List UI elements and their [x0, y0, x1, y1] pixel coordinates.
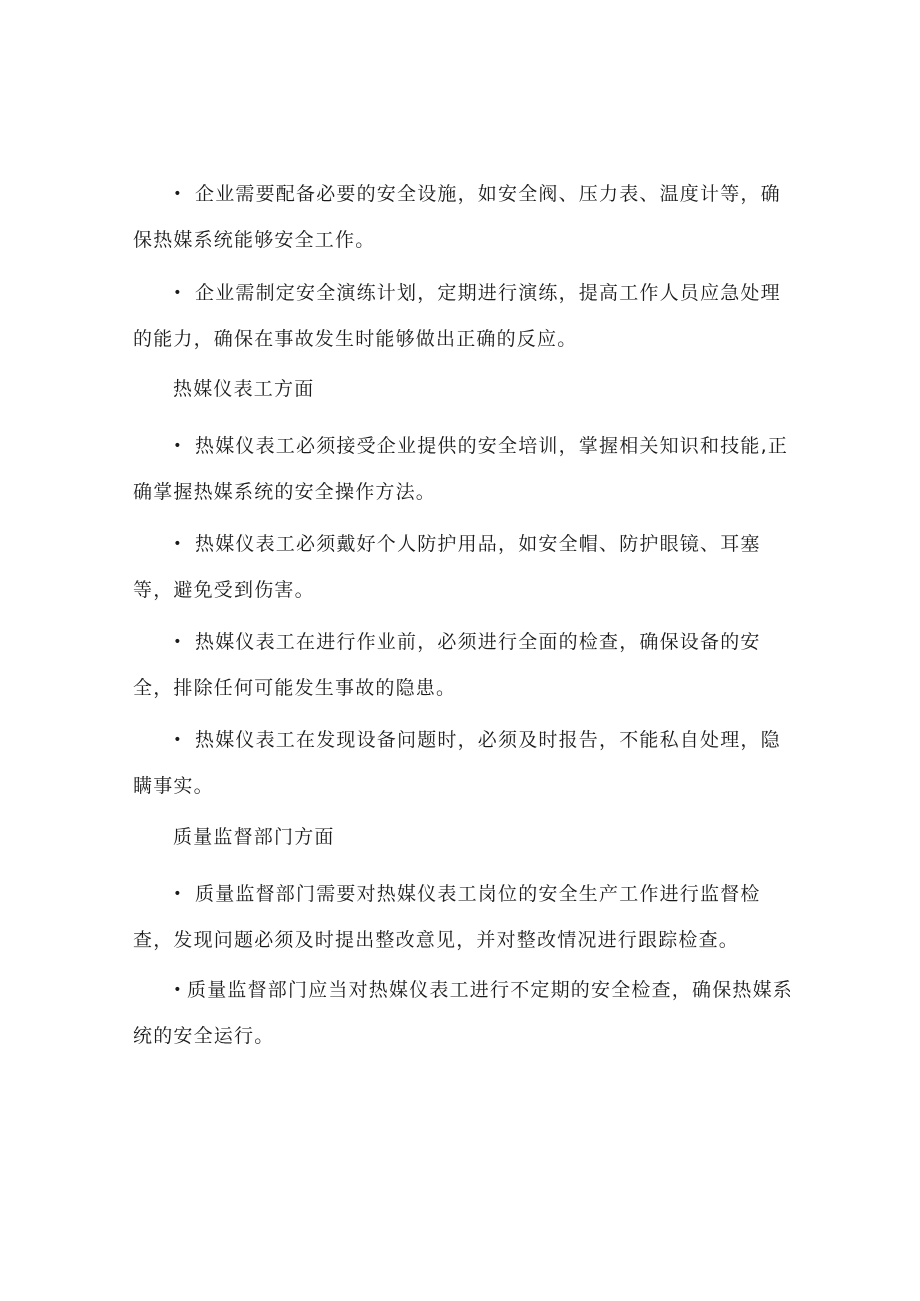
paragraph-text: 质量监督部门需要对热媒仪表工岗位的安全生产工作进行监督检查，发现问题必须及时提出整改意见，并对整改情况进行跟踪检查。: [133, 883, 761, 951]
paragraph-random-check: [133, 967, 793, 1059]
bullet-marker: •: [173, 886, 183, 902]
paragraph-training: [133, 423, 793, 515]
paragraph-text: 热媒仪表工在进行作业前，必须进行全面的检查，确保设备的安全，排除任何可能发生事故的隐患。: [133, 631, 761, 699]
bullet-marker: •: [173, 634, 183, 650]
paragraph-drill-plan: [133, 270, 793, 362]
paragraph-report-issues: [133, 717, 793, 809]
paragraph-protective-gear: [133, 521, 793, 613]
bullet-marker: •: [173, 536, 183, 552]
paragraph-safety-facilities: [133, 171, 793, 263]
bullet-marker: •: [173, 285, 183, 301]
paragraph-pre-inspection: [133, 619, 793, 711]
paragraph-text: 企业需要配备必要的安全设施，如安全阀、压力表、温度计等，确保热媒系统能够安全工作。: [133, 183, 781, 251]
paragraph-text: 质量监督部门应当对热媒仪表工进行不定期的安全检查，确保热媒系统的安全运行。: [133, 979, 794, 1047]
paragraph-text: 热媒仪表工必须戴好个人防护用品，如安全帽、防护眼镜、耳塞等，避免受到伤害。: [133, 533, 761, 601]
section-heading-operator: 热媒仪表工方面: [173, 378, 315, 400]
bullet-marker: •: [173, 438, 183, 454]
paragraph-text: 热媒仪表工必须接受企业提供的安全培训，掌握相关知识和技能,正确掌握热媒系统的安全操作方法。: [133, 435, 789, 503]
section-heading-quality: 质量监督部门方面: [173, 826, 335, 848]
paragraph-text: 热媒仪表工在发现设备问题时，必须及时报告，不能私自处理，隐瞒事实。: [133, 729, 781, 797]
bullet-marker: •: [173, 982, 183, 998]
paragraph-text: 企业需制定安全演练计划，定期进行演练，提高工作人员应急处理的能力，确保在事故发生时能够做出正确的反应。: [133, 282, 781, 350]
paragraph-supervision: [133, 871, 793, 963]
bullet-marker: •: [173, 186, 183, 202]
bullet-marker: •: [173, 732, 183, 748]
